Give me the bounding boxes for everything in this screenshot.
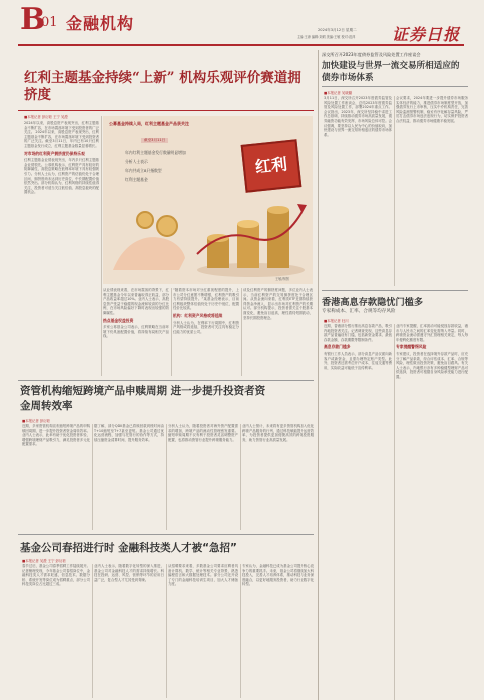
right-top-byline: ■本报记者 吴晓璐 [324, 91, 353, 95]
right-mid-byline: ■本报记者 杜川 [324, 319, 349, 323]
bottom-divider-2 [166, 564, 167, 698]
section-title: 金融机构 [66, 14, 135, 33]
red-stamp [241, 139, 302, 193]
infographic-line-2: 截至3月11日 [141, 138, 168, 143]
bottom-divider-3 [240, 564, 241, 698]
middle-col-1: 近期，多家资管机构宣布缩短跨境产品的申购赎回周期，进一步提升投资者资金周转效率。业内人士表示，此举有助于优化投资者体验，增强跨境理财产品吸引力，满足投资者多元化配置需求。 [22, 424, 90, 447]
middle-divider-1 [92, 424, 93, 530]
page-number: 01 [41, 15, 58, 30]
lead-divider-3 [241, 288, 242, 376]
stamp-text: 红利 [254, 154, 288, 177]
image-caption: 王敏/制图 [275, 277, 289, 281]
right-mid-subhead: 高息存款门槛多 [324, 344, 351, 350]
lead-column-3: “随着资本市场对分红重视程度的提升，上市公司分红意愿不断增强，红利资产的吸引力有望持续提升。”某基金经理表示，目前红利板块整体估值仍处于历史中低位，配置性价比较高。 机构：红利资产风格或将延续 分析人士认为，在利率下行周期中，红利资产风格或将延续，投资者可关注具有稳定分红能力的优质公司。 [173, 288, 239, 334]
right-mid-col-2: 业内专家提醒，汇率波动可能侵蚀存款收益，港币与人民币之间的汇率变化需纳入考量。同时，跨境资金流动需遵守外汇管理相关规定，每人每年便利化额度有限。 专家提醒警惕风险 专家建议，投资者在选择境外存款产品时，应充分了解产品条款，综合评估成本、汇率、合规等风险，理性做出投资决策，避免盲目跟风。有关人士表示，内地银行亦有多种稳健型理财产品可供选择，投资者可根据自身风险承受能力进行配置。 [396, 324, 468, 379]
right-top-col-2: 会议要求，2024年要进一步提升债券市场服务实体经济的能力，推进债券市场制度型开放，加强债券发行上市审核，压实中介机构责任，完善风险监测预警机制，稳妥有序化解存量风险，严厉打击债券市场违法违规行为，切实保护投资者合法权益，推动债券市场健康平稳发展。 [396, 96, 468, 123]
bottom-col-3: 从招聘要求来看，多数基金公司要求应聘者具备计算机、数学、统计等相关专业背景，熟悉编程语言和大数据处理技术。部分公司还开设了专门的金融科技培训生项目，加大人才储备力度。 [168, 564, 238, 587]
bottom-col-2: 业内人士表示，随着数字化转型的深入推进，基金公司对金融科技人才的需求持续增长。科技在投研、运营、风控、营销等环节的应用日益广泛，复合型人才尤其受到青睐。 [94, 564, 164, 582]
bottom-byline: ■本报记者 吴澄 王宁 彭衍菘 [22, 559, 66, 563]
editors-line: 主编:王涛 编辑:刘炳 美编:王敏 校对:范萍 [297, 35, 356, 39]
lead-subhead: 对市场的红利资产拥挤度仍保持乐观 [24, 150, 85, 156]
right-mid-top-rule [322, 290, 468, 291]
right-top-divider [394, 96, 395, 286]
newspaper-logo: 证券日报 [392, 25, 461, 44]
lead-divider-1 [101, 116, 102, 376]
right-mid-subtitle: 专家称成本、汇率、合规等均存风险 [322, 309, 396, 314]
bottom-top-rule [18, 534, 314, 535]
lead-subhead-2: 热点基金权益投资 [103, 317, 134, 323]
middle-headline: 资管机构缩短跨境产品申赎周期 进一步提升投资者资金周转效率 [20, 385, 266, 412]
section-letter: B [20, 2, 46, 37]
right-top-kicker: 深交所召开2023年度债券监管及风险处置工作座谈会 [322, 52, 421, 57]
right-mid-subhead-2: 专家提醒警惕风险 [396, 344, 427, 350]
middle-top-rule [18, 380, 314, 381]
lead-column-4: 谈及红利资产的拥挤度问题，多位业内人士表示，当前红利资产的交易拥挤度处于合理区间。从资金流向来看，红利类ETF近期持续获得资金净流入，显示出市场对红利资产的长期认可。部分机构提示，投资者需关注个股基本面变化，避免盲目追高，理性看待短期波动，坚持长期投资理念。 [243, 288, 313, 320]
bottom-col-4: 专家认为，金融科技已成为基金公司提升核心竞争力的重要抓手。未来，基金公司将继续加大科技投入，完善人才培养体系，推动科技与业务深度融合，以更好地服务投资者，助力行业数字化转型。 [242, 564, 314, 587]
hand-illustration [109, 204, 189, 274]
bottom-divider-1 [92, 564, 93, 698]
date-line: 2024年3月12日 星期二 [318, 28, 357, 32]
right-column-divider [318, 50, 319, 700]
right-top-col-1: 3月11日，深交所召开2023年度债券监管及风险处置工作座谈会，总结2023年度债券监管及风险处置工作，部署2024年重点工作。会议指出，2023年，深交所坚持稳中求进工作总基调，持续推动债券市场高质量发展，债券融资功能有效发挥，市场风险总体可控。会议强调，要坚持以人民为中心的价值取向，加快建设与世界一流交易所相适应的债券市场体系。 [324, 96, 392, 137]
lead-subhead-3: 机构：红利资产风格或将延续 [173, 312, 223, 318]
lead-headline: 红利主题基金持续“上新” 机构乐观评价赛道拥挤度 [24, 70, 301, 103]
right-mid-headline: 香港高息存款隐忧门槛多 [322, 297, 424, 308]
right-top-headline: 加快建设与世界一流交易所相适应的债券市场体系 [322, 61, 460, 83]
bottom-col-1: 春节过后，基金公司春季招聘工作陆续展开。记者梳理发现，今年基金公司春招岗位中，金融科技类人才需求旺盛，信息技术、数据分析、系统开发等岗位成为招聘重点，部分公司科技类岗位占比超过三成。 [22, 564, 90, 587]
lead-column-1: 2024年以来，高股息资产表现突出，红利主题基金不断扩容，在市场震荡环境下受到投资者的广泛关注。 2024年以来，高股息资产表现突出，红利主题基金不断扩容，在市场震荡环境下受到投资者的广泛关注。截至3月11日，年内已有10只红利主题基金发行成立，红利主题基金数量显著增长。 对市场的红利资产拥挤度仍保持乐观 红利主题基金业绩表现突出，年内多只红利主题基金业绩领先。公募机构表示，红利资产具有较好的防御属性，高股息策略在低利率环境下具有较强吸引力。分析人士认为，红利资产的估值仍处于合理区间，拥挤度尚未达到历史高位，中长期配置价值依然突出。部分机构认为，红利风格的持续性值得关注，投资者可适当关注低估值、高股息板块的配置机会。 [24, 121, 99, 195]
middle-col-3: 分析人士认为，随着投资者对海外资产配置需求的增加，跨境产品的流动性管理愈发重要。缩短申赎周期不仅有利于投资者灵活调整资产配置，也将推动资管行业提升跨境服务能力。 [168, 424, 238, 442]
middle-col-4: 业内人士预计，未来将有更多资管机构加入优化跨境产品服务的行列，通过科技赋能提升运营效率，为投资者提供更加便捷高效的跨境投资服务，助力资管行业高质量发展。 [242, 424, 314, 442]
bottom-headline: 基金公司春招进行时 金融科技类人才被“急招” [20, 542, 237, 554]
right-mid-divider [394, 324, 395, 700]
lead-byline: ■本报记者 彭衍菘 王宁 吴澄 [24, 115, 68, 119]
lead-headline-box [18, 52, 314, 111]
infographic-line-6: 红利主题基金 [125, 177, 148, 182]
middle-col-2: 据了解，部分QDII基金已将赎回款到账时间由T+10缩短至T+7甚至更短。基金公司通过优化运营流程、加强与托管行的协作等方式，持续压缩资金清算时间，提升服务效率。 [94, 424, 164, 442]
infographic-line-5: 年内共成立8只指数型 [125, 168, 162, 173]
lead-intro: 2024年以来，高股息资产表现突出，红利主题基金不断扩容，在市场震荡环境下受到投资者的广泛关注。 [24, 121, 99, 135]
right-top-rule [322, 86, 468, 87]
right-mid-col-1: 近期，香港部分银行推出高息存款产品，吸引内地投资者关注。记者调查发现，这些高息存款产品普遍设有门槛，包括新资金要求、最低存款金额、存款期限等限制条件。 高息存款门槛多 有银行工作人员表示，部分高息产品仅面向新客户或新资金，且需办理特定账户类型。此外，投资者还需考虑开户成本、往返交通等费用，实际收益可能低于宣传利率。 [324, 324, 392, 370]
middle-byline: ■本报记者 彭衍菘 [22, 419, 51, 423]
lead-divider-2 [171, 288, 172, 376]
masthead [0, 0, 484, 46]
middle-divider-3 [240, 424, 241, 530]
coin-stack-illustration [193, 198, 309, 278]
lead-infographic [103, 116, 313, 284]
infographic-line-1: 公募基金持续入局，红利主题基金产品获关注 [109, 121, 189, 126]
infographic-line-4: 分析人士表示 [125, 159, 148, 164]
middle-divider-2 [166, 424, 167, 530]
infographic-line-3: 年内红利主题基金发行数量明显增加 [125, 150, 186, 155]
header-rule [18, 44, 464, 46]
lead-column-2: 从业绩表现来看，在市场震荡的背景下，红利主题基金今年以来普遍取得正收益，部分产品收益率超过10%。业内人士表示，高股息资产受益于稳健的现金流和较高的分红比例，在市场风险偏好下降时表现出较强的防御属性。 热点基金权益投资 多家公募基金公司表示，红利策略在当前环境下仍具备配置价值，将持续布局相关产品线。 [103, 288, 169, 339]
